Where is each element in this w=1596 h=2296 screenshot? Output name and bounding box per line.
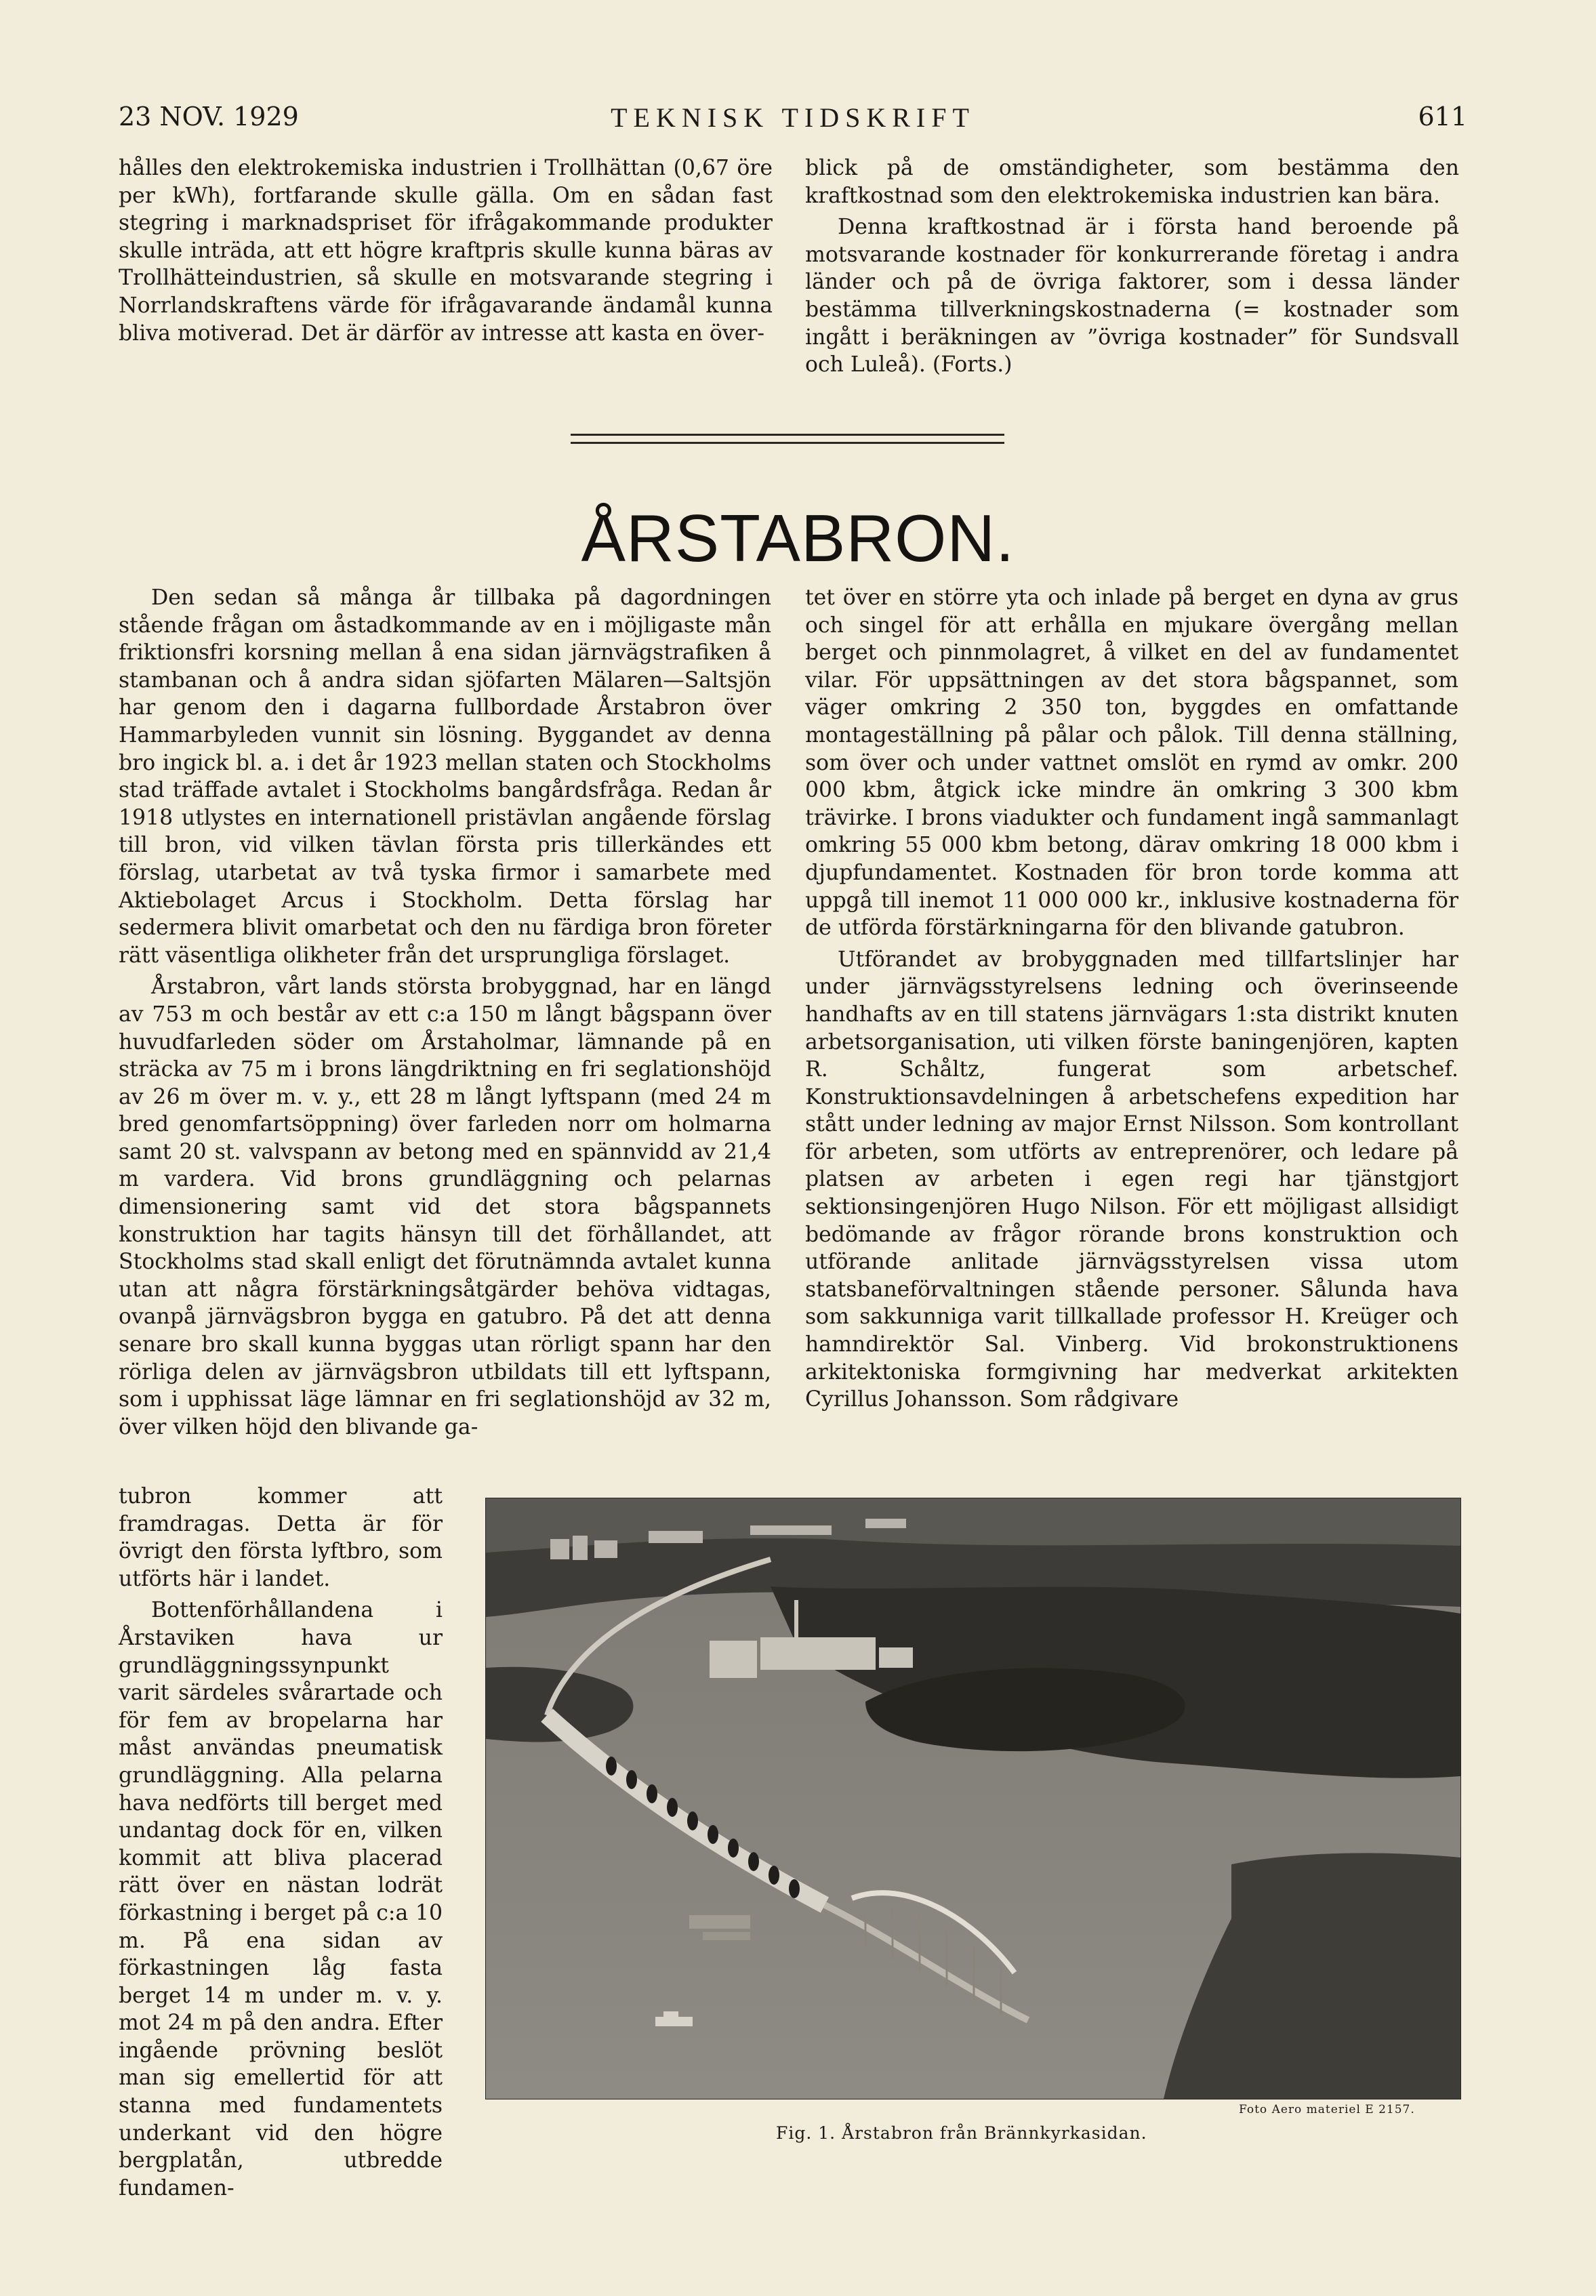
article-paragraph: Årstabron, vårt lands största brobyggnad, har en längd av 753 m och består av ett c:a 150 m långt bågspann över huvudfarleden söder om Årstaholmar, lämnande på en sträcka av 75 m i brons längdriktning en fri seglationshöjd av 26 m över m. v. y., ett 28 m långt lyftspann (med 24 m bred genomfartsöppning) över farleden norr om holmarna samt 20 st. valvspann av betong med en spännvidd av 21,4 m vardera. Vid brons grundläggning och pelarnas dimensionering samt vid det stora bågspannets konstruktion har tagits hänsyn till det förhållandet, att Stockholms stad skall enligt det förutnämnda avtalet kunna utan att några förstärkningsåtgärder behöva vidtagas, ovanpå järnvägsbron bygga en gatubro. På det att denna senare bro skall kunna byggas utan rörligt spann har den rörliga delen av järnvägsbron utbildats till ett lyftspann, som i upphissat läge lämnar en fri seglationshöjd av 32 m, över vilken höjd den blivande ga- [119,975,771,1439]
figure-caption: Fig. 1. Årstabron från Brännkyrkasidan. [776,2123,1147,2143]
journal-title: TEKNISK TIDSKRIFT [611,102,975,133]
article-right-column [805,584,1458,1418]
article-paragraph: Utförandet av brobyggnaden med tillfartslinjer har under järnvägsstyrelsens ledning och överinseende handhafts av en till statens järnvägars 1:sta distrikt knuten arbetsorganisation, uti vilken förste baningenjören, kapten R. Schåltz, fungerat som arbetschef. Konstruktionsavdelningen å arbetschefens expedition har stått under ledning av major Ernst Nilsson. Som kontrollant för arbeten, som utförts av entreprenörer, och ledare på platsen av arbeten i egen regi har tjänstgjort sektionsingenjören Hugo Nilson. För ett möjligast allsidigt bedömande av frågor rörande brons konstruktion och utförande anlitade järnvägsstyrelsen vissa utom statsbaneförvaltningen stående personer. Sålunda hava som sakkunniga varit tillkallade professor H. Kreüger och hamndirektör Sal. Vinberg. Vid brokonstruktionens arkitektoniska formgivning har medverkat arkitekten Cyrillus Johansson. Som rådgivare [805,947,1458,1412]
article-paragraph: tet över en större yta och inlade på berget en dyna av grus och singel för att erhålla en mjukare övergång mellan berget och pinnmolagret, å vilket en del av fundamentet vilar. För uppsättningen av det stora bågspannet, som väger omkring 2 350 ton, byggdes en omfattande montageställning på pålar och pålok. Till denna ställning, som över och under vattnet omslöt en rymd av omkr. 200 000 kbm, åtgick icke mindre än omkring 3 300 kbm trävirke. I brons viadukter och fundament ingå sammanlagt omkring 55 000 kbm betong, därav omkring 18 000 kbm i djupfundamentet. Kostnaden för bron torde komma att uppgå till inemot 11 000 000 kr., inklusive kostnaderna för de utförda förstärkningarna för den blivande gatubron. [805,586,1458,941]
article-paragraph: Den sedan så många år tillbaka på dagordningen stående frågan om åstadkommande av en i möjligaste mån friktionsfri korsning mellan å ena sidan järnvägstrafiken å stambanan och å andra sidan sjöfarten Mälaren—Saltsjön har genom den i dagarna fullbordade Årstabron över Hammarbyleden vunnit sin lösning. Byggandet av denna bro ingick bl. a. i det år 1923 mellan staten och Stockholms stad träffade avtalet i Stockholms bangårdsfråga. Redan år 1918 utlystes en internationell pristävlan angående förslag till bron, vid vilken tävlan första pris tillerkändes ett förslag, utarbetat av två tyska firmor i samarbete med Aktiebolaget Arcus i Stockholm. Detta förslag har sedermera blivit omarbetat och den nu färdiga bron företer rätt väsentliga olikheter från det ursprungliga förslaget. [119,586,771,968]
photo-credit: Foto Aero materiel E 2157. [1239,2103,1415,2116]
article-narrow-column [119,1483,443,2206]
page-number: 611 [1418,102,1467,131]
previous-article-paragraph: Denna kraftkostnad är i första hand beroende på motsvarande kostnader för konkurrerande företag i andra länder och på de övriga faktorer, som i dessa länder bestämma tillverkningskostnaderna (= kostnader som ingått i beräkningen av ”övriga kostnader” för Sundsvall och Luleå). (Forts.) [805,215,1459,377]
running-head [119,102,1467,142]
article-title: ÅRSTABRON. [581,501,1015,575]
article-left-column [119,584,771,1445]
section-divider [571,434,1004,444]
article-paragraph: Bottenförhållandena i Årstaviken hava ur grundläggningssynpunkt varit särdeles svårartade och för fem av bropelarna har måst användas pneumatisk grundläggning. Alla pelarna hava nedförts till berget med undantag dock för en, vilken kommit att bliva placerad rätt över en nästan lodrät förkastning i berget på c:a 10 m. På ena sidan av förkastningen låg fasta berget 14 m under m. v. y. mot 24 m på den andra. Efter ingående prövning beslöt man sig emellertid för att stanna med fundamentets underkant vid den högre bergplatån, utbredde fundamen- [119,1598,443,2200]
article-paragraph: tubron kommer att framdragas. Detta är för övrigt den första lyftbro, som utförts här i landet. [119,1484,443,1591]
previous-article-left-column [119,155,773,351]
previous-article-paragraph: hålles den elektrokemiska industrien i Trollhättan (0,67 öre per kWh), fortfarande skulle gälla. Om en sådan fast stegring i marknadspriset för ifrågakommande produkter skulle inträda, att ett högre kraftpris skulle kunna bäras av Trollhätteindustrien, så skulle en motsvarande stegring i Norrlandskraftens värde för ifrågavarande ändamål kunna bliva motiverad. Det är därför av intresse att kasta en över- [119,156,773,346]
bridge-aerial-photo [485,1498,1461,2099]
previous-article-paragraph: blick på de omständigheter, som bestämma den kraftkostnad som den elektrokemiska industrien kan bära. [805,156,1459,208]
previous-article-right-column [805,155,1459,383]
issue-date: 23 NOV. 1929 [119,102,299,131]
